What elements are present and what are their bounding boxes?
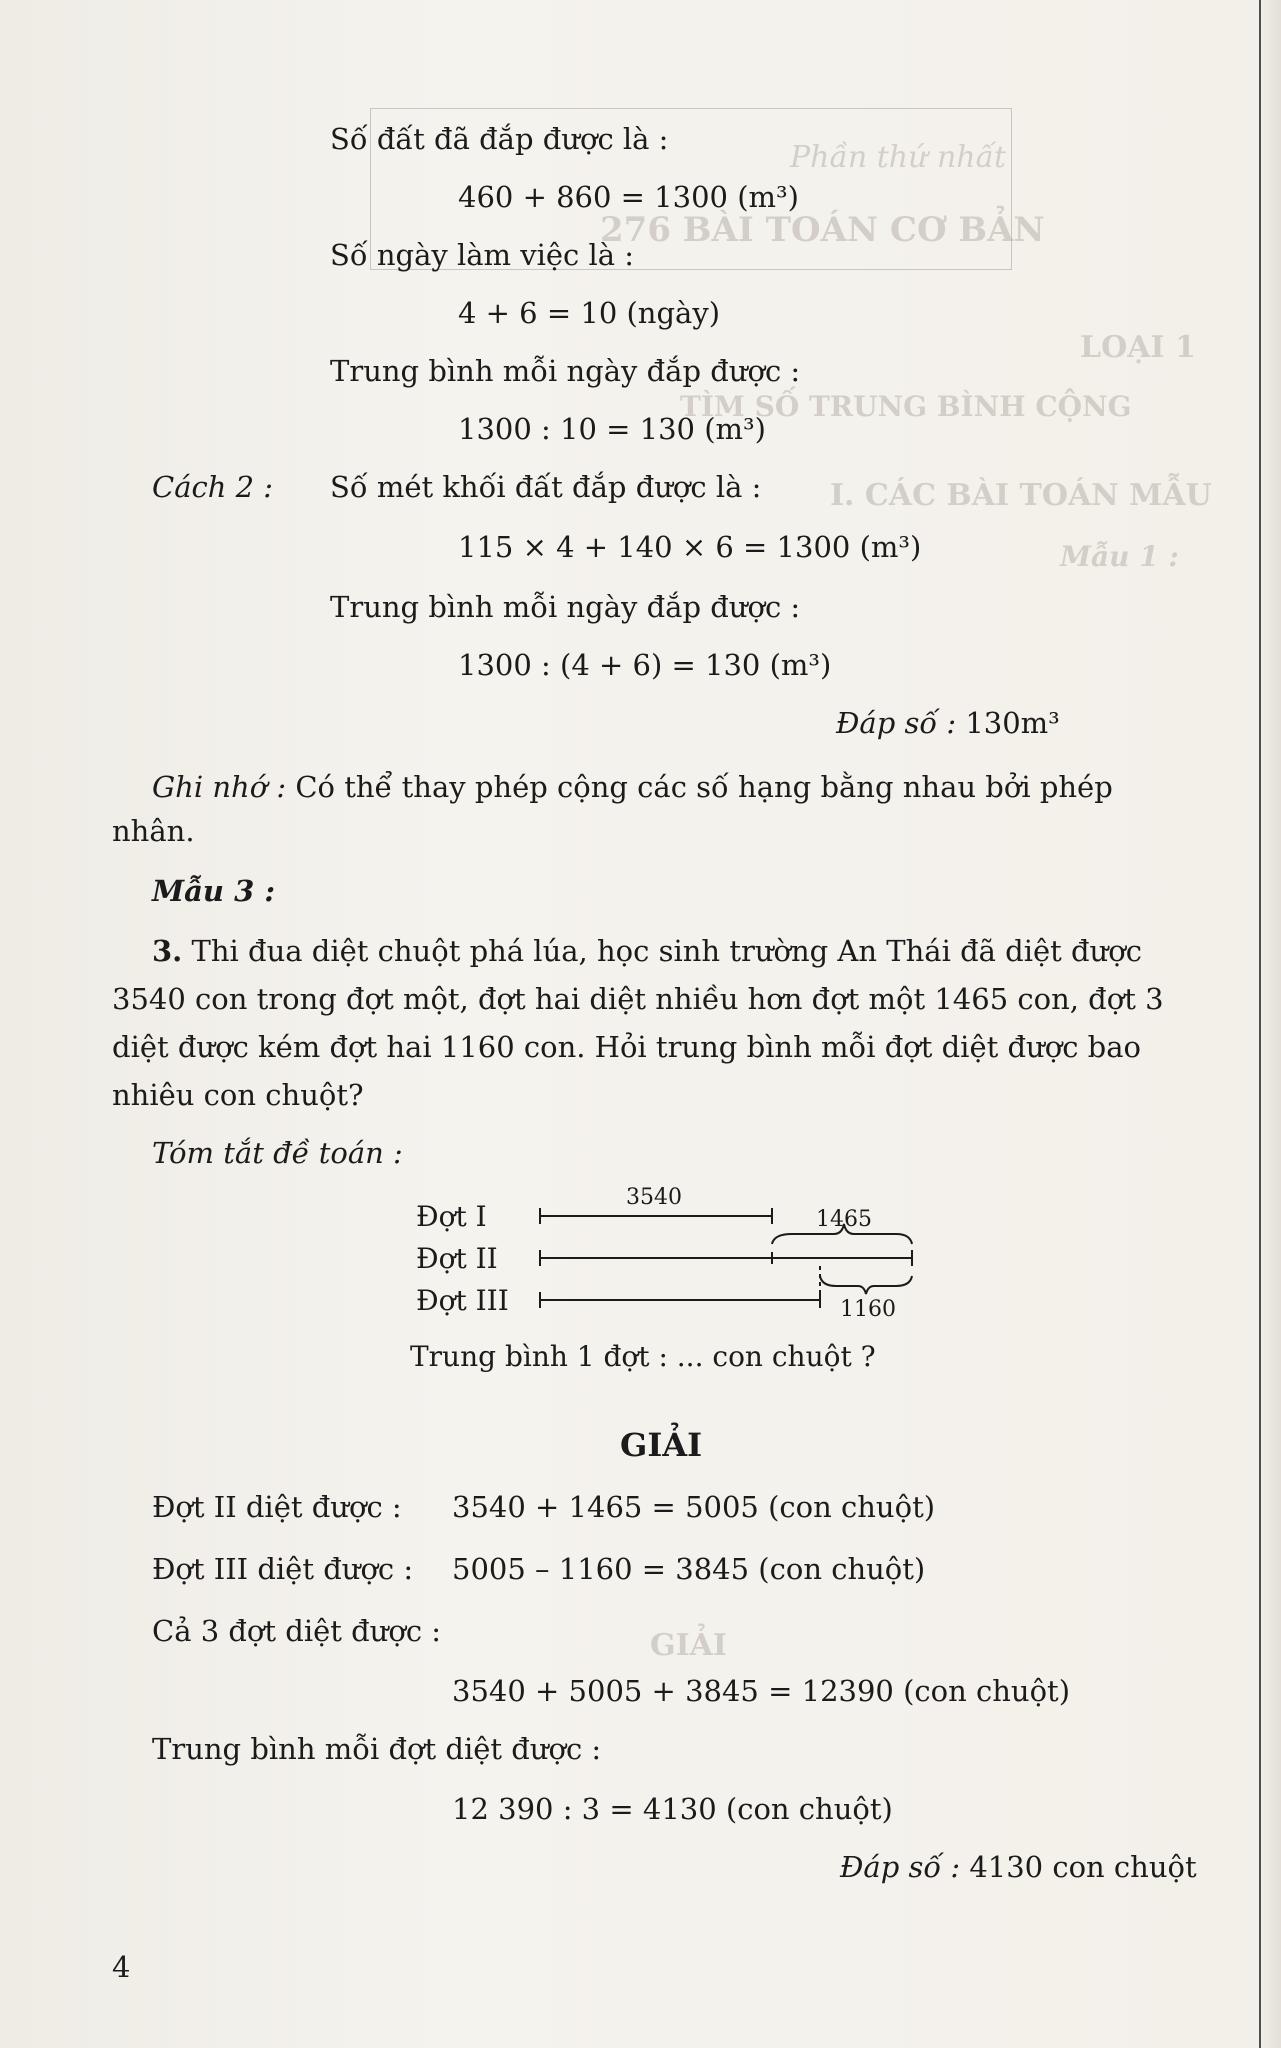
answer-1 <box>836 706 1060 741</box>
note-text: Có thể thay phép cộng các số hạng bằng nhau bởi phép <box>295 770 1113 804</box>
solution-step4-eq: 12 390 : 3 = 4130 (con chuột) <box>452 1792 893 1826</box>
method1-line3: Trung bình mỗi ngày đắp được : <box>330 354 801 388</box>
solution-title: GIẢI <box>620 1426 703 1464</box>
bleed-through-text: Phần thứ nhất <box>790 140 1007 175</box>
diagram-row2-label: Đợt II <box>416 1242 498 1275</box>
method1-eq3: 1300 : 10 = 130 (m³) <box>458 412 766 446</box>
answer-label: Đáp số : <box>836 706 957 740</box>
diagram-row1-label: Đợt I <box>416 1200 487 1233</box>
method2-eq1: 115 × 4 + 140 × 6 = 1300 (m³) <box>458 530 922 564</box>
diagram-question: Trung bình 1 đợt : ... con chuột ? <box>410 1340 876 1373</box>
problem-line3: diệt được kém đợt hai 1160 con. Hỏi trung bình mỗi đợt diệt được bao <box>112 1030 1141 1064</box>
method2-eq2: 1300 : (4 + 6) = 130 (m³) <box>458 648 832 682</box>
answer-2 <box>840 1850 1197 1885</box>
bleed-through-text: TÌM SỐ TRUNG BÌNH CỘNG <box>680 390 1132 423</box>
method2-line2: Trung bình mỗi ngày đắp được : <box>330 590 801 624</box>
diagram-row3-label: Đợt III <box>416 1284 509 1317</box>
problem-line2: 3540 con trong đợt một, đợt hai diệt nhiều hơn đợt một 1465 con, đợt 3 <box>112 982 1164 1016</box>
bleed-through-text: I. CÁC BÀI TOÁN MẪU <box>830 478 1212 513</box>
note-line1 <box>152 770 1113 805</box>
solution-step3-eq: 3540 + 5005 + 3845 = 12390 (con chuột) <box>452 1674 1071 1708</box>
problem-number: 3. <box>152 934 183 968</box>
diagram-value-1465: 1465 <box>816 1207 872 1232</box>
method1-line2: Số ngày làm việc là : <box>330 238 635 272</box>
method1-line1: Số đất đã đắp được là : <box>330 122 669 156</box>
segment-diagram <box>400 1176 960 1386</box>
solution-step1-eq: 3540 + 1465 = 5005 (con chuột) <box>452 1490 936 1524</box>
diagram-value-1160: 1160 <box>840 1297 896 1322</box>
problem-line4: nhiêu con chuột? <box>112 1078 364 1112</box>
answer-value: 130m³ <box>965 706 1060 740</box>
section-title: Mẫu 3 : <box>152 874 276 908</box>
summary-label: Tóm tắt đề toán : <box>152 1136 403 1170</box>
bleed-through-text: GIẢI <box>650 1628 727 1663</box>
method1-eq2: 4 + 6 = 10 (ngày) <box>458 296 721 330</box>
page-edge <box>1259 0 1281 2048</box>
segment-dot-1 <box>540 1208 772 1224</box>
problem-line1 <box>152 934 1142 969</box>
solution-step3-label: Cả 3 đợt diệt được : <box>152 1614 442 1648</box>
answer-value: 4130 con chuột <box>969 1850 1197 1884</box>
note-line2: nhân. <box>112 814 195 848</box>
solution-step1-label: Đợt II diệt được : <box>152 1490 402 1524</box>
bleed-through-text: LOẠI 1 <box>1080 330 1196 365</box>
diagram-value-3540: 3540 <box>626 1185 682 1210</box>
method2-label: Cách 2 : <box>152 470 274 504</box>
method2-line1: Số mét khối đất đắp được là : <box>330 470 762 504</box>
answer-label: Đáp số : <box>840 1850 961 1884</box>
page-number: 4 <box>112 1950 131 1984</box>
solution-step2-eq: 5005 – 1160 = 3845 (con chuột) <box>452 1552 926 1586</box>
bleed-through-text: Mẫu 1 : <box>1060 540 1179 573</box>
solution-step2-label: Đợt III diệt được : <box>152 1552 414 1586</box>
bleed-through-text: 276 BÀI TOÁN CƠ BẢN <box>600 210 1045 250</box>
method1-eq1: 460 + 860 = 1300 (m³) <box>458 180 799 214</box>
solution-step4-label: Trung bình mỗi đợt diệt được : <box>152 1732 602 1766</box>
problem-text: Thi đua diệt chuột phá lúa, học sinh trường An Thái đã diệt được <box>191 934 1142 968</box>
note-label: Ghi nhớ : <box>152 770 287 804</box>
